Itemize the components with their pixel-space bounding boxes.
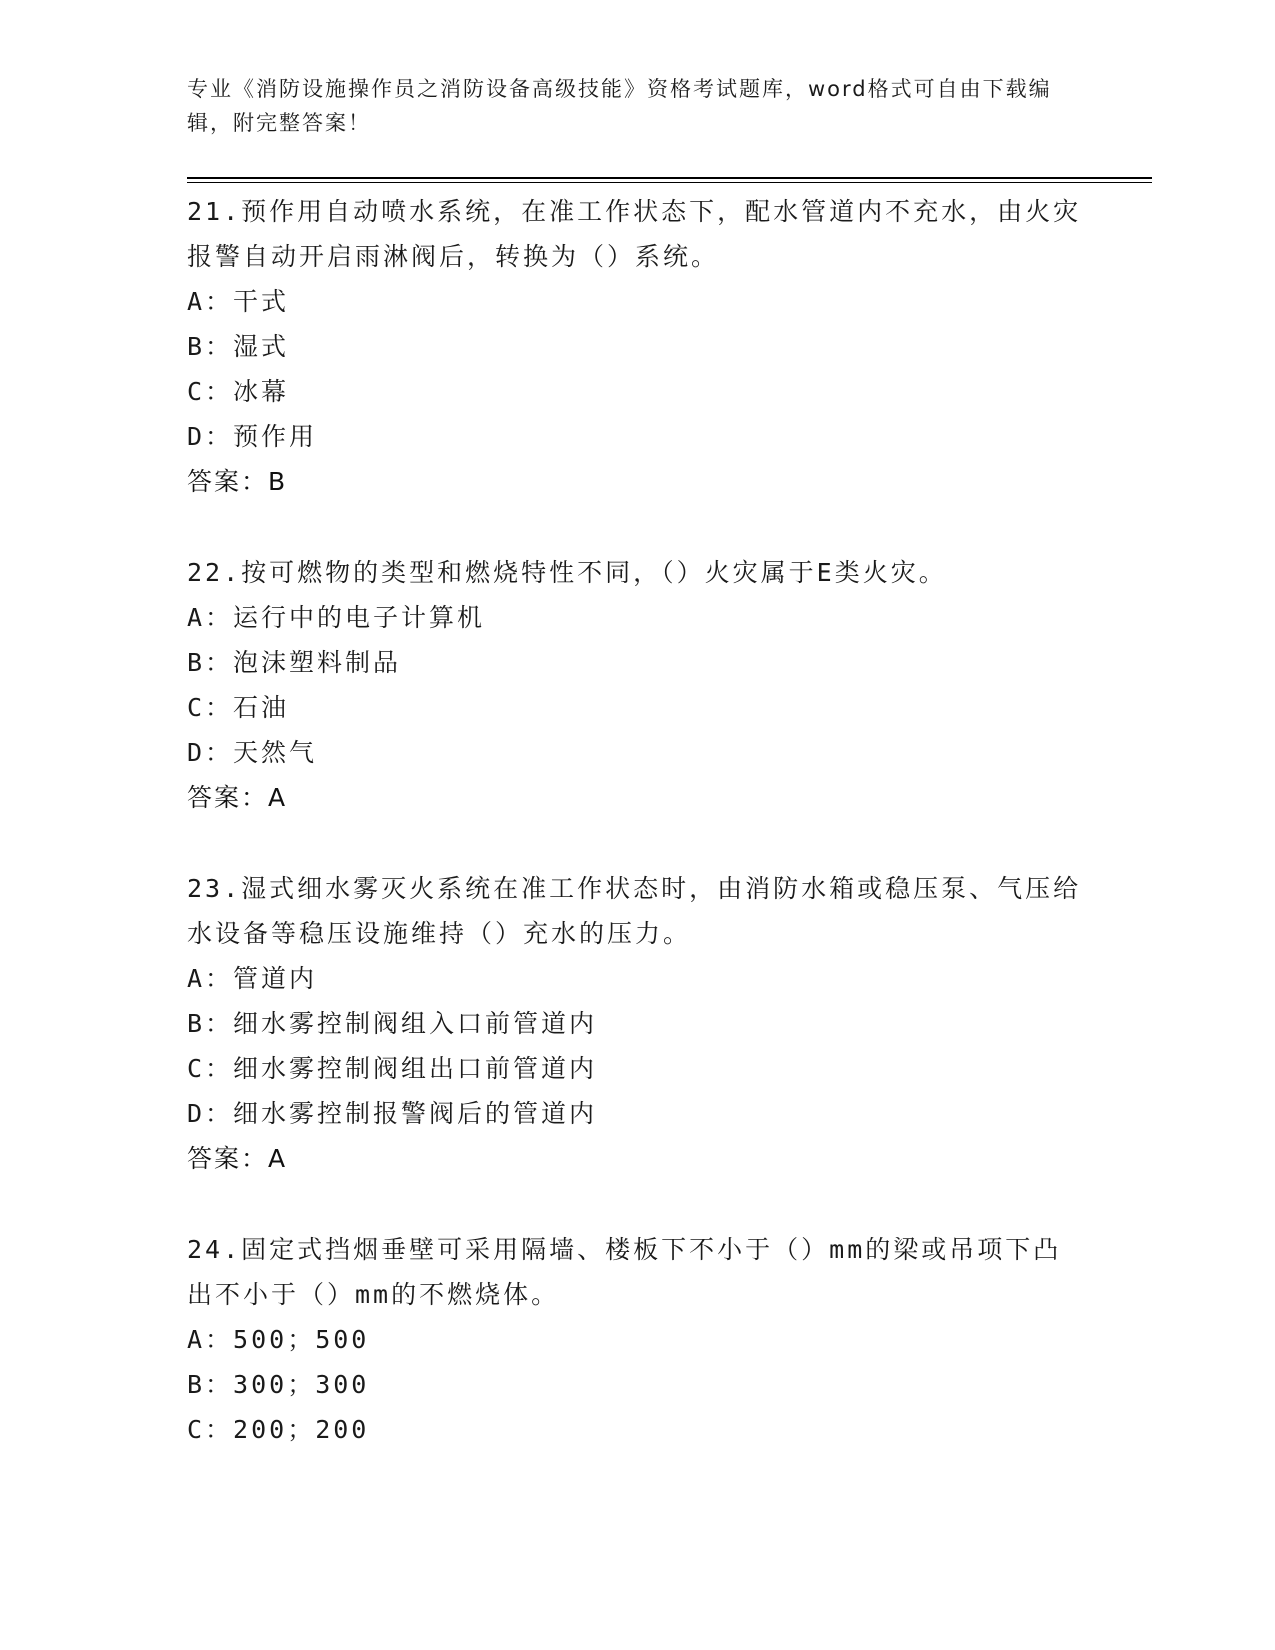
question-block <box>187 189 1087 505</box>
option-c: C：冰幕 <box>187 377 290 406</box>
question-block <box>187 1227 1087 1452</box>
option-a: A：干式 <box>187 287 290 316</box>
answer-line: 答案：A <box>187 783 288 812</box>
question-list <box>187 189 1087 1497</box>
option-c: C：细水雾控制阀组出口前管道内 <box>187 1054 598 1083</box>
header-rule-thin <box>187 182 1152 183</box>
question-stem: 22.按可燃物的类型和燃烧特性不同，（）火灾属于E类火灾。 <box>187 558 947 587</box>
option-a: A：管道内 <box>187 964 318 993</box>
question-stem: 24.固定式挡烟垂壁可采用隔墙、楼板下不小于（）mm的梁或吊项下凸出不小于（）mm的不燃烧体。 <box>187 1235 1062 1309</box>
question-block <box>187 866 1087 1182</box>
option-d: D：细水雾控制报警阀后的管道内 <box>187 1099 598 1128</box>
option-b: B：泡沫塑料制品 <box>187 648 402 677</box>
document-header: 专业《消防设施操作员之消防设备高级技能》资格考试题库，word格式可自由下载编辑，附完整答案！ <box>187 77 1052 135</box>
option-b: B：细水雾控制阀组入口前管道内 <box>187 1009 598 1038</box>
option-a: A：运行中的电子计算机 <box>187 603 486 632</box>
option-c: C：200；200 <box>187 1415 370 1444</box>
question-stem: 21.预作用自动喷水系统，在准工作状态下，配水管道内不充水，由火灾报警自动开启雨淋阀后，转换为（）系统。 <box>187 197 1082 271</box>
answer-line: 答案：B <box>187 467 288 496</box>
question-block <box>187 550 1087 821</box>
header-rule-thick <box>187 177 1152 179</box>
option-a: A：500；500 <box>187 1325 370 1354</box>
option-d: D：预作用 <box>187 422 318 451</box>
option-d: D：天然气 <box>187 738 318 767</box>
answer-line: 答案：A <box>187 1144 288 1173</box>
option-b: B：湿式 <box>187 332 290 361</box>
option-b: B：300；300 <box>187 1370 370 1399</box>
option-c: C：石油 <box>187 693 290 722</box>
question-stem: 23.湿式细水雾灭火系统在准工作状态时，由消防水箱或稳压泵、气压给水设备等稳压设施维持（）充水的压力。 <box>187 874 1082 948</box>
